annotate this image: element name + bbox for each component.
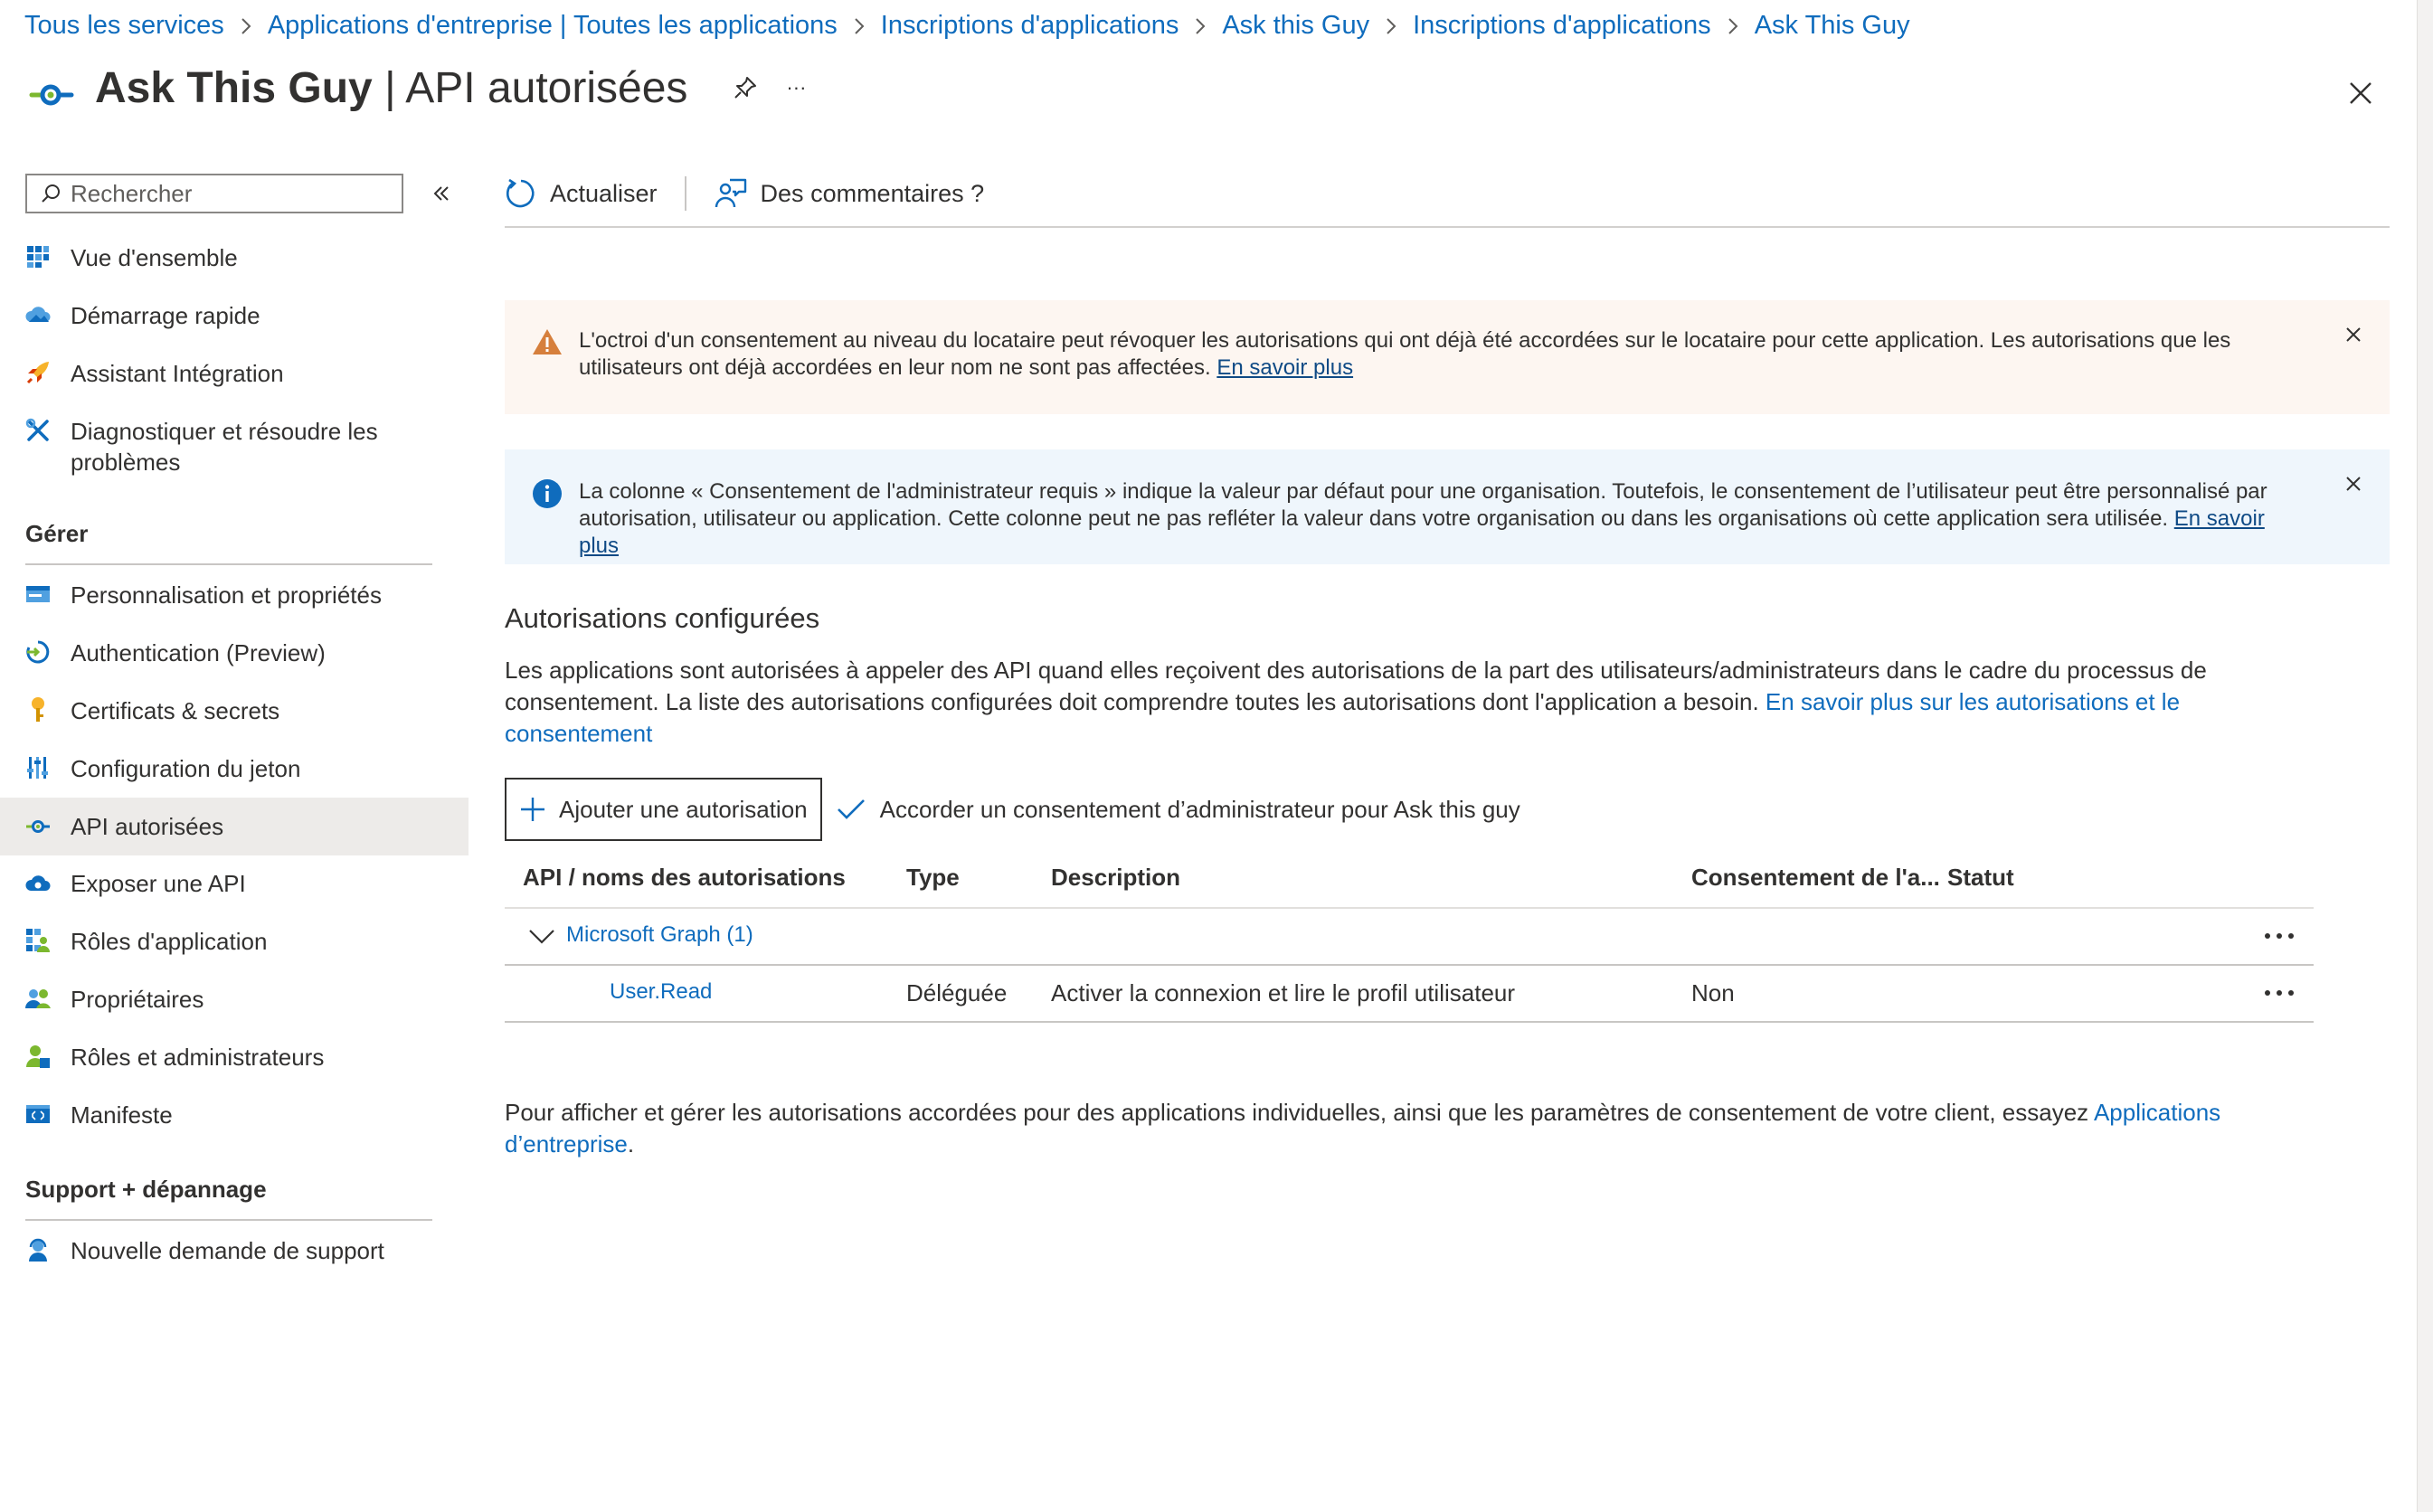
manifest-icon — [24, 1100, 52, 1129]
key-icon — [24, 695, 52, 724]
section-description-text: Les applications sont autorisées à appeler des API quand elles reçoivent des autorisations de la part des utilisateurs/administrateurs dans le cadre du processus de consentement. La liste des autorisations configurées doit comprendre toutes les autorisations dont l'application a besoin. — [505, 657, 2207, 715]
sliders-icon — [24, 753, 52, 782]
sidebar-item-label: Configuration du jeton — [71, 755, 301, 782]
sidebar-item-overview[interactable] — [0, 242, 469, 280]
warning-text: L'octroi d'un consentement au niveau du locataire peut révoquer les autorisations qui ont déjà été accordées sur le locataire pour cette application. Les autorisations que les utilisateurs ont déjà accordées en leur nom ne sont pas affectées. — [579, 328, 2231, 380]
divider — [685, 176, 686, 211]
divider — [25, 563, 432, 565]
sidebar-item-integration-assistant[interactable] — [0, 358, 469, 396]
wrench-icon — [24, 416, 52, 445]
warning-icon — [532, 327, 563, 364]
sidebar-item-app-roles[interactable] — [0, 926, 469, 964]
page-title — [95, 63, 687, 113]
microsoft-graph-link[interactable]: Microsoft Graph (1) — [566, 922, 753, 947]
search-input[interactable] — [25, 174, 403, 213]
chevron-right-icon — [1727, 16, 1739, 36]
plus-icon — [519, 796, 546, 823]
permission-name-link[interactable]: User.Read — [610, 979, 713, 1004]
search-placeholder: Rechercher — [71, 179, 193, 207]
warning-banner — [505, 300, 2390, 414]
refresh-icon — [505, 177, 537, 210]
breadcrumb-ask-this-guy[interactable]: Ask this Guy — [1222, 11, 1370, 40]
right-edge-strip — [2417, 0, 2433, 1512]
close-icon[interactable] — [2338, 71, 2383, 116]
column-header-admin-consent[interactable]: Consentement de l'a... — [1691, 864, 1940, 891]
command-bar — [505, 174, 2390, 228]
table-group-row — [505, 907, 2314, 966]
sidebar-item-label: API autorisées — [71, 813, 224, 840]
feedback-button[interactable] — [714, 174, 985, 213]
footer-note-suffix: . — [627, 1130, 635, 1158]
breadcrumb-app-registrations-2[interactable]: Inscriptions d'applications — [1413, 11, 1711, 40]
checkmark-icon — [837, 798, 866, 821]
group-heading-support: Support + dépannage — [25, 1176, 267, 1203]
sidebar-item-roles-admins[interactable] — [0, 1042, 469, 1080]
app-roles-icon — [24, 926, 52, 955]
sidebar-item-label: Rôles et administrateurs — [71, 1044, 325, 1071]
enterprise-apps-link[interactable]: Applications d’entreprise — [505, 1099, 2221, 1158]
breadcrumb-app-registrations[interactable]: Inscriptions d'applications — [880, 11, 1179, 40]
page-title-section: API autorisées — [405, 63, 688, 112]
more-options-icon[interactable] — [2259, 922, 2299, 950]
refresh-button[interactable] — [505, 174, 658, 213]
page-title-separator: | — [372, 63, 406, 112]
card-icon — [24, 580, 52, 609]
info-icon — [532, 478, 563, 516]
column-header-type[interactable]: Type — [906, 864, 960, 891]
chevron-down-icon[interactable] — [528, 925, 555, 947]
sidebar-item-certificates[interactable] — [0, 695, 469, 733]
sidebar-item-label: Démarrage rapide — [71, 302, 260, 329]
grant-admin-consent-button[interactable] — [837, 796, 1520, 824]
breadcrumb-enterprise-apps[interactable]: Applications d'entreprise | Toutes les applications — [267, 11, 838, 40]
info-banner — [505, 449, 2390, 564]
breadcrumb-ask-this-guy-2[interactable]: Ask This Guy — [1754, 11, 1910, 40]
sidebar-item-label: Authentication (Preview) — [71, 639, 326, 666]
sidebar-item-branding[interactable] — [0, 580, 469, 618]
breadcrumb-all-services[interactable]: Tous les services — [24, 11, 224, 40]
footer-note-text: Pour afficher et gérer les autorisations accordées pour des applications individuelles, ainsi que les paramètres de consentement de votre client, essayez — [505, 1099, 2094, 1126]
pin-icon[interactable] — [727, 70, 763, 106]
api-icon — [24, 812, 52, 841]
refresh-label: Actualiser — [550, 179, 658, 207]
support-icon — [24, 1235, 52, 1264]
sidebar-item-label: Propriétaires — [71, 986, 204, 1013]
sidebar-item-label: Nouvelle demande de support — [71, 1237, 384, 1264]
auth-icon — [24, 638, 52, 666]
sidebar-item-label: Rôles d'application — [71, 928, 268, 955]
search-icon — [40, 183, 62, 204]
sidebar-item-token-config[interactable] — [0, 753, 469, 791]
page-title-app: Ask This Guy — [95, 63, 373, 112]
sidebar-item-api-permissions[interactable] — [0, 798, 469, 855]
sidebar-item-authentication[interactable] — [0, 638, 469, 676]
column-header-description[interactable]: Description — [1051, 864, 1181, 891]
section-description — [505, 655, 2223, 750]
chevron-right-icon — [240, 16, 252, 36]
permission-actions — [505, 778, 1520, 841]
cloud-api-icon — [24, 868, 52, 897]
owners-icon — [24, 984, 52, 1013]
more-options-icon[interactable]: ··· — [786, 76, 807, 99]
title-row — [24, 61, 814, 114]
sidebar-item-label: Manifeste — [71, 1101, 173, 1129]
permission-admin-consent: Non — [1691, 979, 1735, 1006]
breadcrumb — [24, 11, 1910, 41]
table-row — [505, 964, 2314, 1023]
more-options-icon[interactable] — [2259, 979, 2299, 1006]
permission-description: Activer la connexion et lire le profil utilisateur — [1051, 979, 1516, 1006]
chevron-right-icon — [1194, 16, 1207, 36]
cloud-icon — [24, 300, 52, 329]
sidebar-item-label: Certificats & secrets — [71, 697, 280, 724]
sidebar-item-label: Vue d'ensemble — [71, 244, 238, 271]
sidebar-item-new-support-request[interactable] — [0, 1235, 469, 1273]
close-icon[interactable] — [2337, 318, 2370, 351]
add-permission-button[interactable] — [505, 778, 822, 841]
sidebar-item-label: Exposer une API — [71, 870, 246, 897]
feedback-icon — [714, 177, 748, 210]
feedback-label: Des commentaires ? — [760, 179, 985, 207]
close-icon[interactable] — [2337, 468, 2370, 500]
warning-learn-more-link[interactable]: En savoir plus — [1216, 355, 1354, 380]
sidebar-item-diagnose[interactable] — [0, 416, 469, 485]
sidebar-item-label: Personnalisation et propriétés — [71, 581, 382, 609]
sidebar-item-label: Assistant Intégration — [71, 360, 284, 387]
column-header-status[interactable]: Statut — [1947, 864, 2014, 891]
info-learn-more-link[interactable]: En savoir plus — [579, 506, 2265, 558]
footer-note — [505, 1097, 2277, 1160]
permission-type: Déléguée — [906, 979, 1008, 1006]
section-title: Autorisations configurées — [505, 602, 820, 634]
admin-icon — [24, 1042, 52, 1071]
info-text: La colonne « Consentement de l'administrateur requis » indique la valeur par défaut pour une organisation. Toutefois, le consentement de l’utilisateur peut être personnalisé par autorisation, utilisateur ou application. Cette colonne peut ne pas refléter la valeur dans votre organisation ou dans les organisations où cette application sera utilisée. — [579, 479, 2267, 531]
sidebar-item-manifest[interactable] — [0, 1100, 469, 1138]
sidebar-item-label: Diagnostiquer et résoudre les problèmes — [71, 418, 378, 476]
collapse-sidebar-icon[interactable] — [425, 177, 458, 210]
sidebar-item-quickstart[interactable] — [0, 300, 469, 338]
chevron-right-icon — [853, 16, 866, 36]
sidebar-item-owners[interactable] — [0, 984, 469, 1022]
column-header-api-name[interactable]: API / noms des autorisations — [523, 864, 846, 891]
add-permission-label: Ajouter une autorisation — [559, 795, 808, 823]
divider — [25, 1219, 432, 1221]
sidebar-item-expose-api[interactable] — [0, 868, 469, 906]
group-heading-manage: Gérer — [25, 520, 89, 547]
grid-icon — [24, 242, 52, 271]
api-permissions-icon — [24, 61, 77, 114]
grant-admin-consent-label: Accorder un consentement d’administrateur pour Ask this guy — [879, 795, 1520, 823]
permissions-consent-link[interactable]: En savoir plus sur les autorisations et le consentement — [505, 688, 2181, 747]
rocket-icon — [24, 358, 52, 387]
chevron-right-icon — [1385, 16, 1397, 36]
table-header-row — [505, 846, 2314, 909]
